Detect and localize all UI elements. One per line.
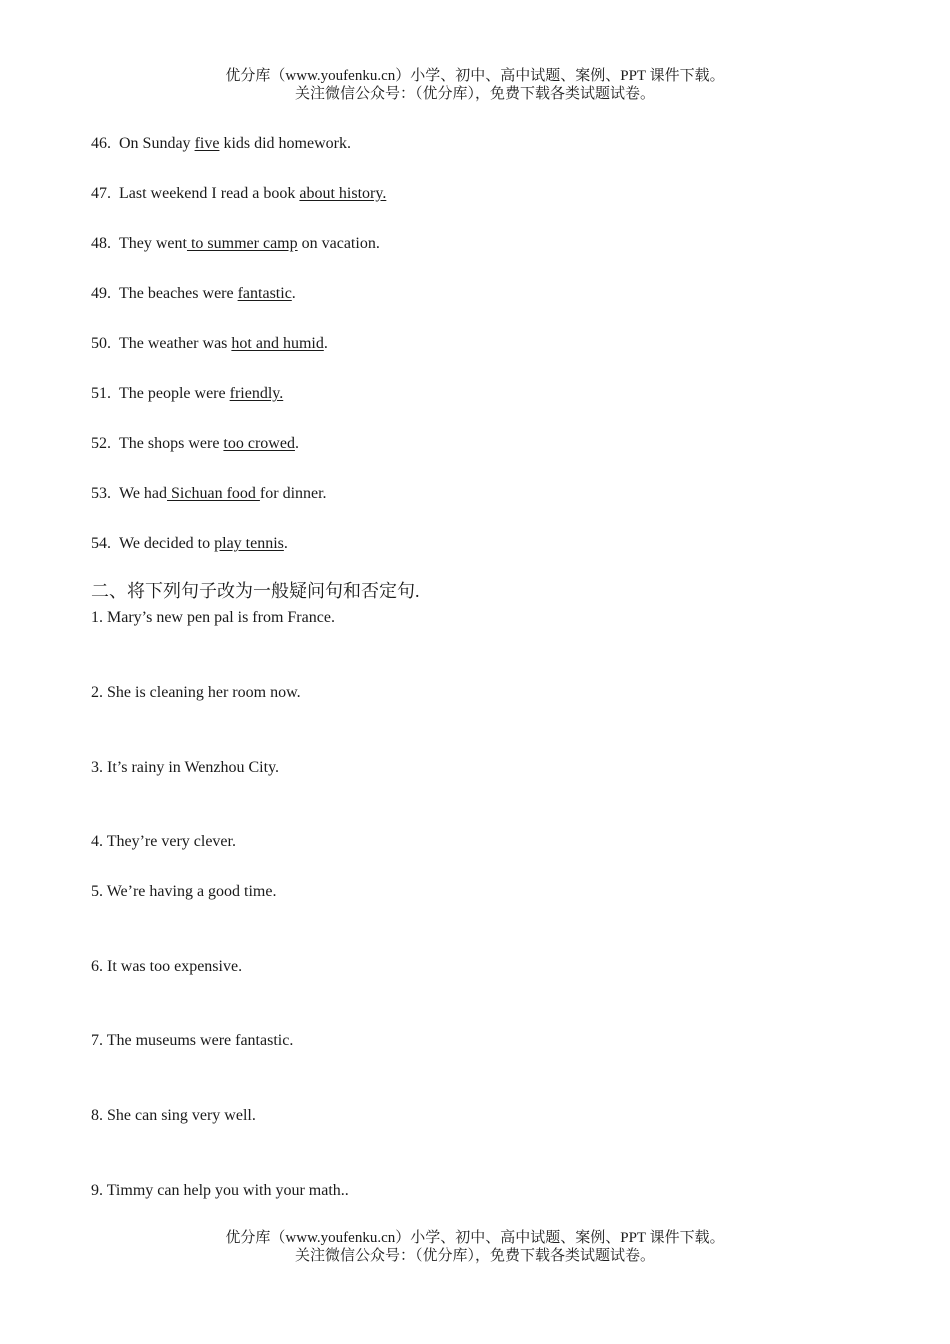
sentence-2: 2. She is cleaning her room now. (91, 684, 301, 701)
underlined-answer: friendly. (229, 385, 284, 402)
sentence-8: 8. She can sing very well. (91, 1107, 256, 1124)
question-49: 49. The beaches were fantastic. (91, 285, 296, 302)
question-53: 53. We had Sichuan food for dinner. (91, 485, 327, 502)
question-51: 51. The people were friendly. (91, 385, 284, 402)
question-52: 52. The shops were too crowed. (91, 435, 299, 452)
underlined-answer: fantastic (237, 285, 292, 302)
section-2-title: 二、将下列句子改为一般疑问句和否定句. (91, 581, 420, 601)
underlined-answer: to summer camp (186, 235, 298, 252)
page-footer (0, 1229, 950, 1265)
underlined-answer: play tennis (214, 535, 284, 552)
underlined-answer: about history. (299, 185, 387, 202)
sentence-6: 6. It was too expensive. (91, 958, 243, 975)
sentence-9: 9. Timmy can help you with your math.. (91, 1182, 349, 1199)
question-50: 50. The weather was hot and humid. (91, 335, 328, 352)
sentence-3: 3. It’s rainy in Wenzhou City. (91, 759, 280, 776)
footer-line-2: 关注微信公众号：（优分库），免费下载各类试题试卷。 (294, 1248, 655, 1264)
sentence-7: 7. The museums were fantastic. (91, 1032, 294, 1049)
underlined-answer: too crowed (223, 435, 295, 452)
question-48: 48. They went to summer camp on vacation. (91, 235, 380, 252)
underlined-answer: hot and humid (231, 335, 324, 352)
header-line-1: 优分库（www.youfenku.cn）小学、初中、高中试题、案例、PPT 课件下载。 (225, 68, 725, 84)
question-47: 47. Last weekend I read a book about history. (91, 185, 387, 202)
question-46: 46. On Sunday five kids did homework. (91, 135, 351, 152)
question-54: 54. We decided to play tennis. (91, 535, 288, 552)
underlined-answer: Sichuan food (167, 485, 260, 502)
footer-line-1: 优分库（www.youfenku.cn）小学、初中、高中试题、案例、PPT 课件下载。 (225, 1230, 725, 1246)
page-header (0, 67, 950, 103)
header-line-2: 关注微信公众号：（优分库），免费下载各类试题试卷。 (294, 86, 655, 102)
sentence-1: 1. Mary’s new pen pal is from France. (91, 609, 335, 626)
underlined-answer: five (194, 135, 220, 152)
sentence-5: 5. We’re having a good time. (91, 883, 277, 900)
sentence-4: 4. They’re very clever. (91, 833, 236, 850)
